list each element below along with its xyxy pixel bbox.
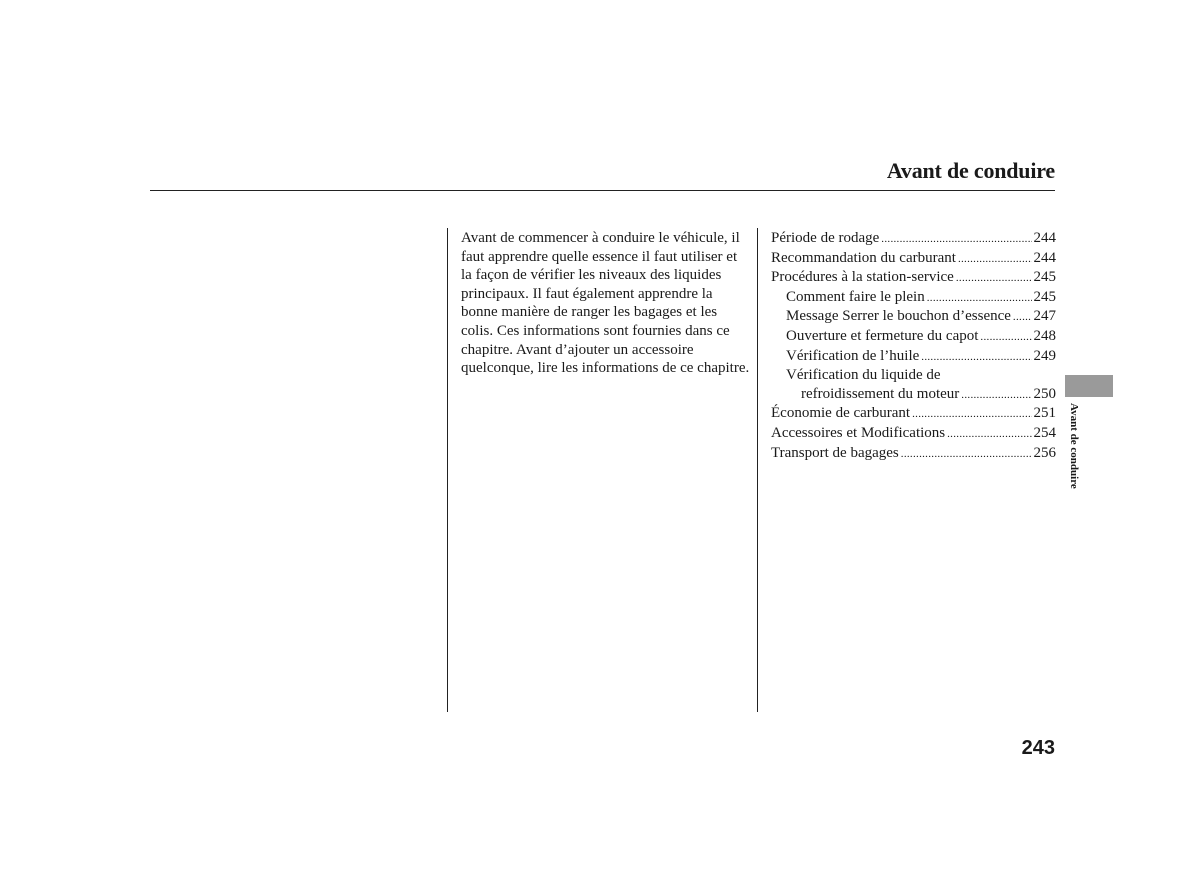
toc-leader — [956, 268, 1032, 288]
toc-leader — [921, 347, 1031, 367]
toc-subitem[interactable] — [771, 347, 1056, 367]
toc-item-page: 250 — [1033, 385, 1056, 402]
toc-subitem[interactable] — [771, 307, 1056, 327]
toc-leader — [961, 385, 1031, 405]
toc-item-page: 245 — [1033, 269, 1056, 286]
toc-subitem-first-line[interactable] — [771, 366, 1056, 385]
toc-item-label: Période de rodage — [771, 230, 880, 246]
toc-leader — [1013, 307, 1032, 327]
column-divider-right — [757, 228, 758, 712]
toc-item[interactable] — [771, 444, 1056, 464]
intro-paragraph-block — [461, 229, 751, 378]
toc-item-label: Procédures à la station-service — [771, 269, 954, 286]
toc-leader — [901, 444, 1032, 464]
toc-item-label: Vérification de l’huile — [786, 347, 920, 364]
toc-item-page: 254 — [1033, 424, 1056, 441]
toc-item-label: Vérification du liquide de — [786, 367, 941, 384]
toc-item-page: 245 — [1033, 288, 1056, 305]
toc-subitem[interactable] — [771, 288, 1056, 308]
toc-item-label: Transport de bagages — [771, 444, 899, 461]
toc-item-page: 251 — [1033, 405, 1056, 422]
toc-leader — [947, 424, 1031, 444]
toc-item-label: Ouverture et fermeture du capot — [786, 327, 979, 344]
toc-item-page: 247 — [1033, 308, 1056, 325]
toc-subitem-continuation[interactable] — [771, 385, 1056, 405]
table-of-contents — [771, 229, 1056, 463]
toc-item-label: Accessoires et Modifications — [771, 424, 946, 441]
toc-item-page: 256 — [1033, 444, 1056, 461]
toc-item-page: 248 — [1033, 327, 1056, 344]
title-divider — [150, 190, 1055, 191]
toc-leader — [980, 327, 1031, 347]
toc-subitem[interactable] — [771, 327, 1056, 347]
toc-item-page: 244 — [1033, 249, 1056, 266]
toc-leader — [927, 288, 1032, 308]
toc-leader — [881, 229, 1031, 249]
toc-leader — [912, 404, 1031, 424]
page-title: Avant de conduire — [886, 158, 1055, 183]
toc-item-label: Comment faire le plein — [786, 288, 925, 305]
toc-item-label: Recommandation du carburant — [771, 249, 956, 266]
chapter-thumb-tab — [1065, 375, 1113, 397]
toc-item-label: refroidissement du moteur — [801, 385, 960, 402]
toc-item-page: 249 — [1033, 347, 1056, 364]
intro-text: Avant de commencer à conduire le véhicule, il faut apprendre quelle essence il faut utiliser et la façon de vérifier les niveaux des liquides principaux. Il faut également apprendre la bonne manière de ranger les bagages et les colis. Ces informations sont fournies dans ce chapitre. Avant d’ajouter un accessoire quelconque, lire les informations de ce chapitre. — [461, 230, 750, 377]
toc-item[interactable] — [771, 268, 1056, 288]
page-number: 243 — [1021, 737, 1055, 759]
column-divider-left — [447, 228, 448, 712]
toc-item-label: Message Serrer le bouchon d’essence — [786, 308, 1011, 325]
toc-item-page: 244 — [1033, 230, 1056, 246]
toc-leader — [958, 249, 1032, 269]
toc-item-label: Économie de carburant — [771, 405, 911, 422]
chapter-side-label: Avant de conduire — [1068, 403, 1080, 489]
toc-item[interactable] — [771, 249, 1056, 269]
toc-item[interactable] — [771, 404, 1056, 424]
toc-item[interactable] — [771, 229, 1056, 249]
toc-item[interactable] — [771, 424, 1056, 444]
